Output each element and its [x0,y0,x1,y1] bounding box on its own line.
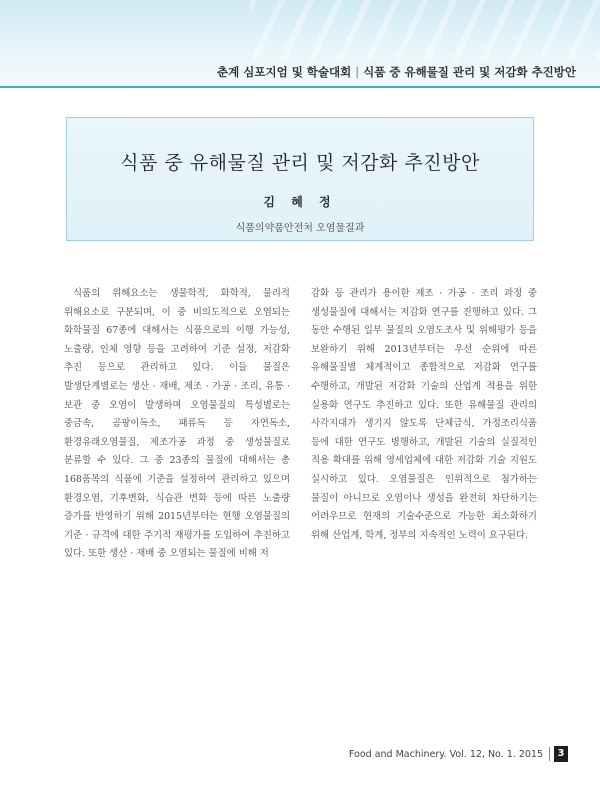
article-author: 김 혜 정 [263,195,337,209]
title-box [66,117,534,241]
body-column-right [311,285,537,545]
body-paragraph-right: 감화 등 관리가 용이한 제조 · 가공 · 조리 과정 중 생성물질에 대해서는 저감화 연구를 진행하고 있다. 그 동안 수행된 일부 물질의 오염도조사 및 위해평가 등을 보완하기 위해 2013년부터는 우선 순위에 따른 유해물질별 체계적이고 종합적으로 저감화 연구를 수행하고, 개발된 저감화 기술의 산업계 적용을 위한 실용화 연구도 추진하고 있다. 또한 유해물질 관리의 사각지대가 생기지 않도록 단체급식, 가정조리식품 등에 대한 연구도 병행하고, 개발된 기술의 실질적인 적용 확대를 위해 영세업체에 대한 저감화 기술 지원도 실시하고 있다. 오염물질은 인위적으로 첨가하는 물질이 아니므로 오염이나 생성을 완전히 차단하기는 어려우므로 현재의 기술수준으로 가능한 최소화하기 위해 산업계, 학계, 정부의 지속적인 노력이 요구된다. [311,288,537,541]
body-paragraph-left: 식품의 위해요소는 생물학적, 화학적, 물리적 위해요소로 구분되며, 이 중 비의도적으로 오염되는 화학물질 67종에 대해서는 식품으로의 이행 가능성, 노출량, 인체 영향 등을 고려하여 기준 설정, 저감화 추진 등으로 관리하고 있다. 이들 물질은 발생단계별로는 생산 · 재배, 제조 · 가공 · 조리, 유통 · 보관 중 오염이 발생하며 오염물질의 특성별로는 중금속, 곰팡이독소, 패류독 등 자연독소, 환경유래오염물질, 제조가공 과정 중 생성물질로 분류할 수 있다. 그 중 23종의 물질에 대해서는 총 168품목의 식품에 기준을 설정하여 관리하고 있으며 환경오염, 기후변화, 식습관 변화 등에 따른 노출량 증가를 반영하기 위해 2015년부터는 현행 오염물질의 기준 · 규격에 대한 주기적 재평가를 도입하여 추진하고 있다. 또한 생산 · 재배 중 오염되는 물질에 비해 저 [64,288,290,560]
running-header-event: 춘계 심포지엄 및 학술대회 [217,65,352,79]
header-divider [0,86,600,88]
running-header-section: 식품 중 유해물질 관리 및 저감화 추진방안 [363,65,576,79]
footer-divider [549,747,550,761]
header-band [0,0,600,86]
running-header [217,64,576,80]
body-column-left [64,285,290,564]
journal-citation: Food and Machinery. Vol. 12, No. 1. 2015 [348,748,543,760]
running-header-separator: | [355,65,360,79]
header-decoration [250,0,600,60]
page-footer [349,746,568,762]
article-title: 식품 중 유해물질 관리 및 저감화 추진방안 [120,152,480,174]
article-affiliation: 식품의약품안전처 오염물질과 [235,223,365,234]
page-number: 3 [554,746,568,762]
